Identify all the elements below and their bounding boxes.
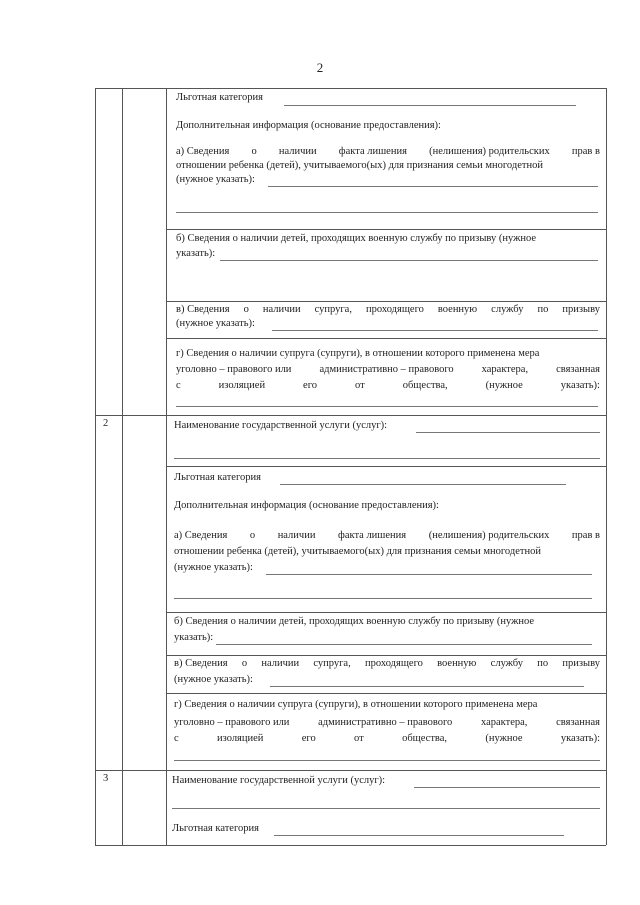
section-divider [166,466,606,467]
section-g-field[interactable] [174,760,600,761]
section-a-line1: а) Сведения о наличии факта лишения (нелишения) родительских прав в [174,530,600,541]
service-name-label: Наименование государственной услуги (услуг): [174,420,388,431]
row-number: 2 [103,418,109,429]
category-field[interactable] [284,105,576,106]
section-a-line1: а) Сведения о наличии факта лишения (нелишения) родительских прав в [176,146,600,157]
section-v-field[interactable] [270,686,584,687]
section-g-field[interactable] [176,406,598,407]
row-number: 3 [103,773,109,784]
category-field[interactable] [274,835,564,836]
additional-info-label: Дополнительная информация (основание предоставления): [174,500,439,511]
table-border-top [95,88,606,89]
section-g-line2: уголовно – правового или административно – правового характера, связанная [176,364,600,375]
section-b-line1: б) Сведения о наличии детей, проходящих военную службу по призыву (нужное [176,233,536,244]
category-field[interactable] [280,484,566,485]
section-g-line1: г) Сведения о наличии супруга (супруги), в отношении которого применена мера [174,699,538,710]
section-divider [166,301,606,302]
section-divider [166,229,606,230]
section-a-line2: отношении ребенка (детей), учитываемого(ых) для признания семьи многодетной [176,160,543,171]
section-v-line1: в) Сведения о наличии супруга, проходящего военную службу по призыву [176,304,600,315]
section-b-line2: указать): [176,248,216,259]
table-border-right [606,88,607,845]
table-border-bottom [95,845,606,846]
section-a-field[interactable] [174,598,592,599]
category-label: Льготная категория [174,472,261,483]
section-a-field[interactable] [266,574,592,575]
table-border-left [95,88,96,845]
service-name-field[interactable] [172,808,600,809]
section-b-field[interactable] [216,644,592,645]
table-col-divider [122,88,123,845]
section-v-line2: (нужное указать): [176,318,255,329]
page-number: 2 [316,60,324,75]
section-v-line2: (нужное указать): [174,674,253,685]
section-b-line1: б) Сведения о наличии детей, проходящих военную службу по призыву (нужное [174,616,534,627]
section-a-line2: отношении ребенка (детей), учитываемого(ых) для признания семьи многодетной [174,546,541,557]
section-v-line1: в) Сведения о наличии супруга, проходящего военную службу по призыву [174,658,600,669]
section-a-line3: (нужное указать): [176,174,255,185]
section-g-line1: г) Сведения о наличии супруга (супруги), в отношении которого применена мера [176,348,540,359]
table-row-divider [95,770,606,771]
section-b-field[interactable] [220,260,598,261]
additional-info-label: Дополнительная информация (основание предоставления): [176,120,441,131]
table-row-divider [95,415,606,416]
section-g-line2: уголовно – правового или административно – правового характера, связанная [174,717,600,728]
section-a-line3: (нужное указать): [174,562,253,573]
service-name-field[interactable] [414,787,600,788]
section-v-field[interactable] [272,330,598,331]
section-a-field[interactable] [176,212,598,213]
service-name-field[interactable] [416,432,600,433]
category-label: Льготная категория [172,823,259,834]
section-divider [166,693,606,694]
section-g-line3: с изоляцией его от общества, (нужное указать): [174,733,600,744]
section-a-field[interactable] [268,186,598,187]
service-name-field[interactable] [174,458,600,459]
category-label: Льготная категория [176,92,263,103]
section-b-line2: указать): [174,632,214,643]
section-divider [166,655,606,656]
service-name-label: Наименование государственной услуги (услуг): [172,775,386,786]
section-g-line3: с изоляцией его от общества, (нужное указать): [176,380,600,391]
section-divider [166,612,606,613]
section-divider [166,338,606,339]
